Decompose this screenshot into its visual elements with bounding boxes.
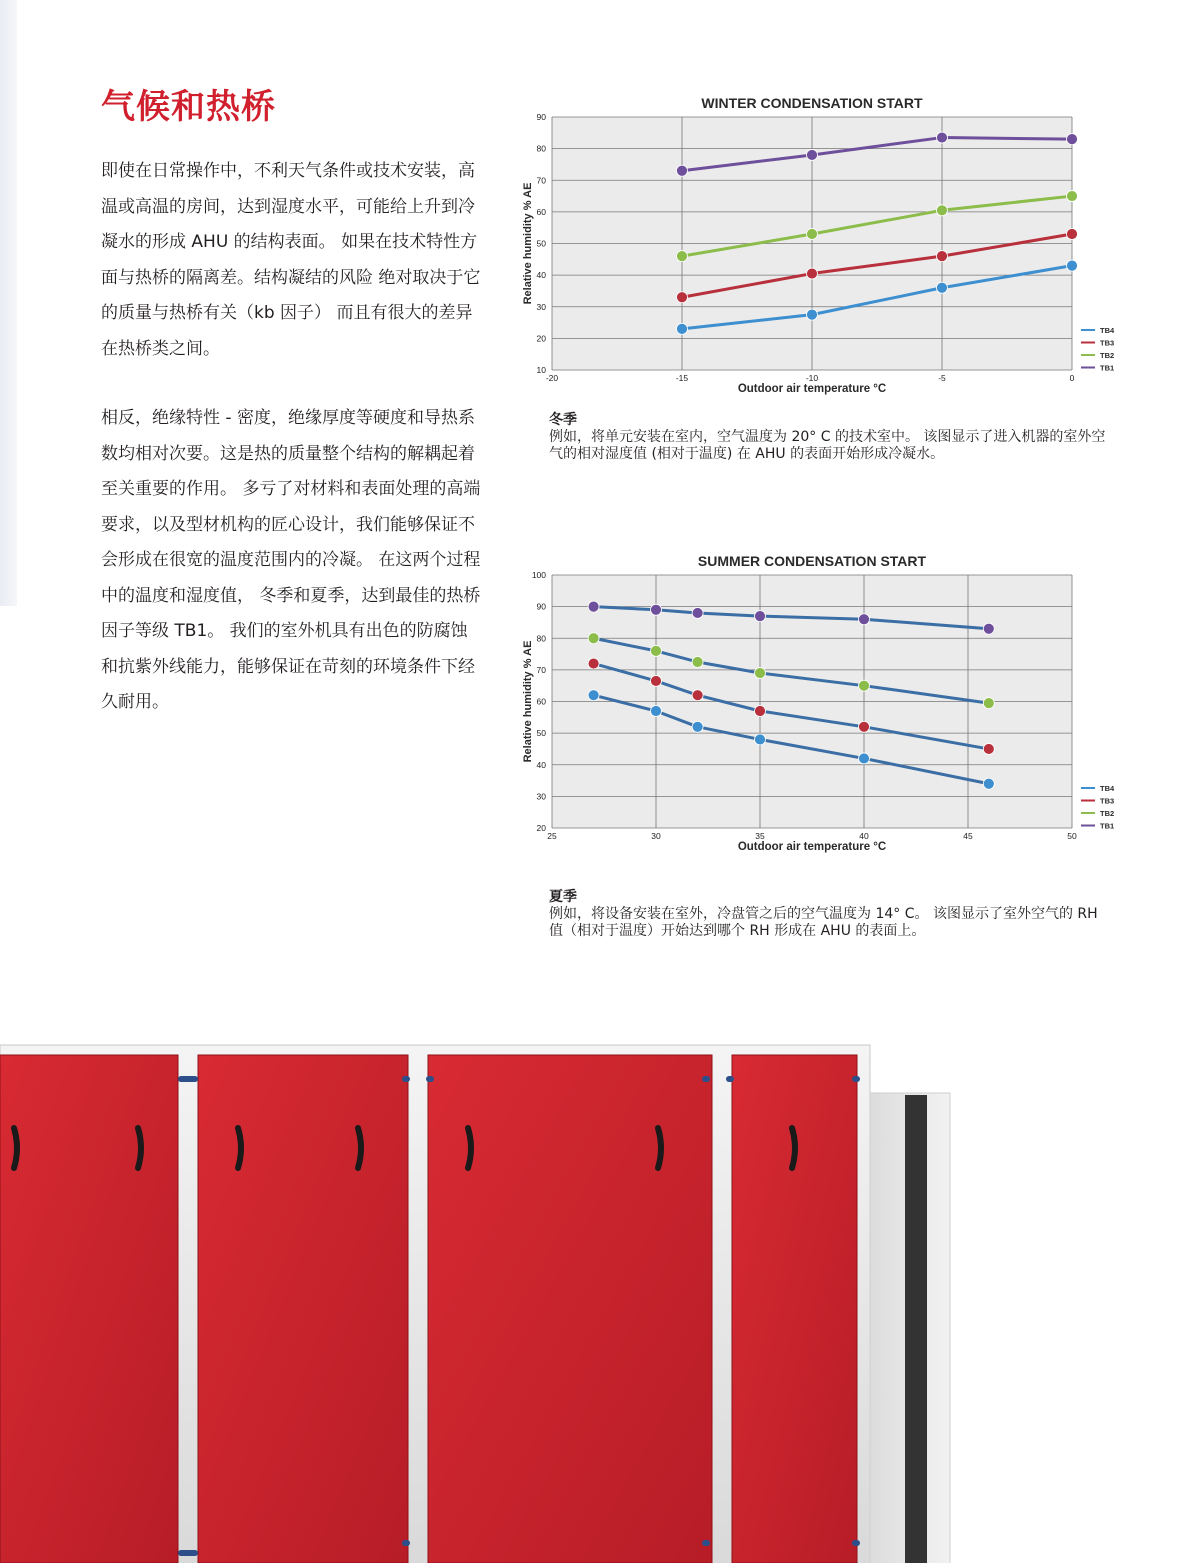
summer-point-tb3 — [755, 705, 766, 716]
winter-point-tb2 — [1067, 191, 1078, 202]
winter-caption-text: 例如，将单元安装在室内，空气温度为 20° C 的技术室中。 该图显示了进入机器的室外空气的相对湿度值 (相对于温度) 在 AHU 的表面开始形成冷凝水。 — [549, 429, 1106, 462]
winter-caption-title: 冬季 — [549, 412, 577, 428]
summer-point-tb3 — [859, 721, 870, 732]
summer-ytick-label: 50 — [536, 728, 546, 739]
winter-ytick-label: 80 — [536, 143, 546, 154]
summer-ytick-label: 20 — [536, 823, 546, 833]
winter-legend-label-tb1: TB1 — [1100, 363, 1115, 373]
summer-point-tb1 — [755, 611, 766, 622]
winter-point-tb1 — [677, 165, 688, 176]
summer-ytick-label: 80 — [536, 633, 546, 644]
summer-point-tb2 — [588, 633, 599, 644]
winter-ytick-label: 10 — [536, 365, 546, 375]
winter-chart-svg — [515, 92, 1115, 404]
summer-point-tb1 — [692, 607, 703, 618]
winter-xlabel: Outdoor air temperature °C — [737, 383, 887, 395]
summer-point-tb4 — [983, 778, 994, 789]
winter-ytick-label: 50 — [536, 238, 546, 249]
winter-point-tb2 — [937, 205, 948, 216]
winter-point-tb3 — [677, 292, 688, 303]
winter-point-tb4 — [807, 309, 818, 320]
summer-point-tb4 — [692, 721, 703, 732]
winter-point-tb3 — [937, 251, 948, 262]
summer-point-tb3 — [692, 690, 703, 701]
winter-ytick-label: 40 — [536, 270, 546, 281]
summer-ytick-label: 70 — [536, 664, 546, 675]
summer-caption — [549, 889, 1109, 940]
summer-xtick-label: 30 — [651, 831, 661, 841]
summer-point-tb4 — [651, 705, 662, 716]
summer-point-tb4 — [588, 690, 599, 701]
winter-point-tb3 — [1067, 229, 1078, 240]
winter-point-tb2 — [677, 251, 688, 262]
summer-xtick-label: 45 — [963, 831, 973, 841]
winter-ytick-label: 60 — [536, 206, 546, 217]
summer-ytick-label: 90 — [536, 601, 546, 612]
winter-point-tb3 — [807, 268, 818, 279]
winter-xtick-label: 0 — [1069, 373, 1075, 383]
winter-chart — [515, 92, 1115, 408]
winter-ytick-label: 20 — [536, 333, 546, 344]
summer-xtick-label: 35 — [755, 831, 765, 841]
paragraph-2: 相反，绝缘特性 - 密度，绝缘厚度等硬度和导热系数均相对次要。这是热的质量整个结构的解耦起着至关重要的作用。 多亏了对材料和表面处理的高端要求，以及型材机构的匠心设计，我们能够保证不会形成在很宽的温度范围内的冷凝。 在这两个过程中的温度和湿度值， 冬季和夏季，达到最佳的热桥因子等级 TB1。 我们的室外机具有出色的防腐蚀和抗紫外线能力，能够保证在苛刻的环境条件下经久耐用。 — [101, 408, 481, 712]
summer-point-tb1 — [983, 623, 994, 634]
winter-title: WINTER CONDENSATION START — [701, 95, 923, 111]
winter-legend-label-tb2: TB2 — [1100, 351, 1115, 360]
ahu-unit-photo — [0, 1040, 1200, 1563]
winter-legend-label-tb4: TB4 — [1100, 326, 1115, 335]
winter-xtick-label: -15 — [675, 373, 689, 383]
paragraph-1: 即使在日常操作中，不利天气条件或技术安装，高温或高温的房间，达到湿度水平，可能给上升到冷凝水的形成 AHU 的结构表面。 如果在技术特性方面与热桥的隔离差。结构凝结的风险 绝对取决于它的质量与热桥有关（kb 因子） 而且有很大的差异在热桥类之间。 — [101, 161, 481, 359]
summer-chart-svg — [515, 550, 1115, 862]
summer-point-tb2 — [651, 645, 662, 656]
summer-caption-title: 夏季 — [549, 889, 577, 905]
summer-point-tb2 — [859, 680, 870, 691]
winter-legend-label-tb3: TB3 — [1100, 338, 1115, 348]
winter-caption — [549, 412, 1109, 463]
summer-point-tb1 — [859, 614, 870, 625]
winter-point-tb4 — [1067, 260, 1078, 271]
winter-xtick-label: -20 — [545, 373, 559, 383]
winter-point-tb2 — [807, 229, 818, 240]
summer-ytick-label: 100 — [531, 570, 546, 580]
summer-legend-label-tb4: TB4 — [1100, 784, 1115, 793]
summer-point-tb4 — [859, 753, 870, 764]
winter-xtick-label: -10 — [805, 373, 819, 383]
summer-xtick-label: 40 — [859, 831, 869, 841]
winter-point-tb1 — [807, 149, 818, 160]
summer-point-tb4 — [755, 734, 766, 745]
summer-point-tb3 — [588, 658, 599, 669]
summer-xlabel: Outdoor air temperature °C — [737, 841, 887, 853]
summer-point-tb2 — [755, 668, 766, 679]
summer-ytick-label: 40 — [536, 759, 546, 770]
winter-ytick-label: 90 — [536, 112, 546, 122]
summer-point-tb2 — [692, 656, 703, 667]
winter-xtick-label: -5 — [938, 373, 946, 383]
summer-title: SUMMER CONDENSATION START — [697, 553, 927, 569]
summer-ylabel: Relative humidity % AE — [522, 640, 534, 763]
summer-legend-label-tb2: TB2 — [1100, 809, 1115, 818]
article-column — [101, 84, 481, 721]
winter-ytick-label: 30 — [536, 301, 546, 312]
summer-ytick-label: 60 — [536, 696, 546, 707]
summer-caption-text: 例如，将设备安装在室外，冷盘管之后的空气温度为 14° C。 该图显示了室外空气的 RH 值（相对于温度）开始达到哪个 RH 形成在 AHU 的表面上。 — [549, 906, 1098, 939]
summer-point-tb3 — [983, 743, 994, 754]
winter-ytick-label: 70 — [536, 175, 546, 186]
winter-point-tb4 — [937, 282, 948, 293]
summer-point-tb1 — [588, 601, 599, 612]
summer-ytick-label: 30 — [536, 791, 546, 802]
side-strip — [0, 0, 17, 606]
summer-point-tb3 — [651, 675, 662, 686]
summer-point-tb1 — [651, 604, 662, 615]
summer-legend-label-tb1: TB1 — [1100, 821, 1115, 831]
winter-ylabel: Relative humidity % AE — [522, 182, 534, 305]
summer-xtick-label: 25 — [547, 831, 557, 841]
page-title: 气候和热桥 — [101, 87, 276, 127]
winter-point-tb1 — [1067, 134, 1078, 145]
summer-legend-label-tb3: TB3 — [1100, 796, 1115, 806]
summer-point-tb2 — [983, 698, 994, 709]
winter-point-tb1 — [937, 132, 948, 143]
summer-chart — [515, 550, 1115, 866]
summer-xtick-label: 50 — [1067, 831, 1077, 841]
winter-point-tb4 — [677, 323, 688, 334]
